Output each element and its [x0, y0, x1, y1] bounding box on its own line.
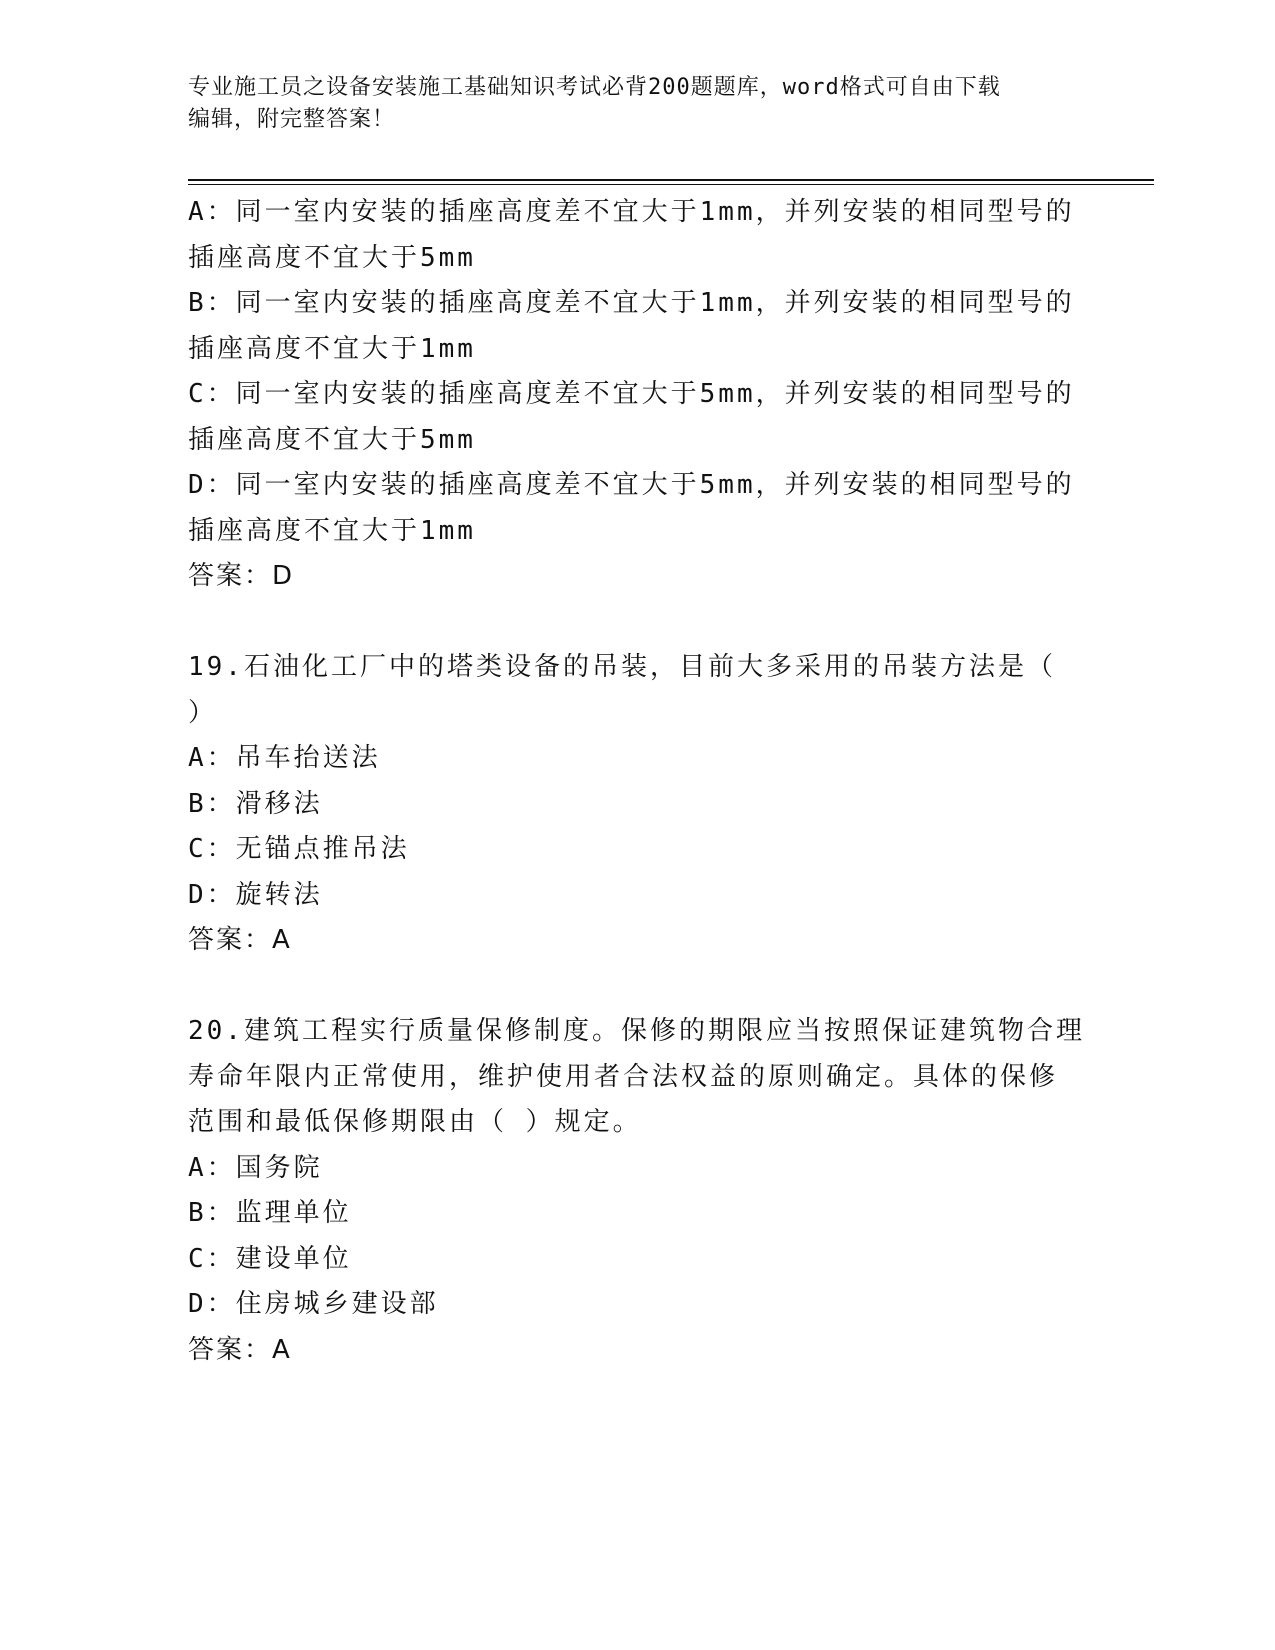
q18-option-d-line-2: 插座高度不宜大于1mm: [188, 515, 476, 546]
q20-option-b: B：监理单位: [188, 1198, 352, 1228]
q19-question-line-2: ）: [188, 697, 218, 728]
q18-option-c-line-1: C：同一室内安装的插座高度差不宜大于5mm，并列安装的相同型号的: [188, 379, 1075, 409]
q19-question-line-1: 19.石油化工厂中的塔类设备的吊装，目前大多采用的吊装方法是（: [188, 652, 1056, 682]
q19-option-a: A：吊车抬送法: [188, 743, 381, 773]
q19-option-c: C：无锚点推吊法: [188, 834, 410, 864]
q19-option-b: B：滑移法: [188, 788, 323, 819]
q18-option-b-line-2: 插座高度不宜大于1mm: [188, 333, 476, 364]
q20-answer: 答案：A: [188, 1334, 292, 1365]
header-title-line-1: 专业施工员之设备安装施工基础知识考试必背200题题库，word格式可自由下载: [188, 75, 1001, 100]
q20-question-line-2: 寿命年限内正常使用，维护使用者合法权益的原则确定。具体的保修: [188, 1061, 1059, 1092]
q18-answer: 答案：D: [188, 561, 295, 591]
q20-question-line-1: 20.建筑工程实行质量保修制度。保修的期限应当按照保证建筑物合理: [188, 1016, 1085, 1046]
question-20: [188, 1009, 1088, 1373]
header-divider-thick: [188, 179, 1154, 181]
q20-option-a: A：国务院: [188, 1152, 323, 1183]
question-18: [188, 190, 1088, 600]
question-content: [188, 190, 1088, 1373]
q18-option-a-line-2: 插座高度不宜大于5mm: [188, 242, 476, 273]
document-header: [188, 72, 1088, 136]
question-spacer: [188, 964, 1088, 1010]
question-19: [188, 645, 1088, 964]
header-title-line-2: 编辑，附完整答案！: [188, 107, 396, 132]
q18-option-a-line-1: A：同一室内安装的插座高度差不宜大于1mm，并列安装的相同型号的: [188, 197, 1075, 227]
q18-option-c-line-2: 插座高度不宜大于5mm: [188, 424, 476, 455]
q18-option-d-line-1: D：同一室内安装的插座高度差不宜大于5mm，并列安装的相同型号的: [188, 470, 1075, 500]
q20-option-d: D：住房城乡建设部: [188, 1289, 439, 1319]
q18-option-b-line-1: B：同一室内安装的插座高度差不宜大于1mm，并列安装的相同型号的: [188, 288, 1075, 318]
q20-option-c: C：建设单位: [188, 1243, 352, 1274]
header-divider-thin: [188, 184, 1154, 185]
q20-question-line-3: 范围和最低保修期限由（ ）规定。: [188, 1107, 642, 1137]
q19-answer: 答案：A: [188, 925, 292, 955]
q19-option-d: D：旋转法: [188, 879, 323, 910]
question-spacer: [188, 600, 1088, 646]
